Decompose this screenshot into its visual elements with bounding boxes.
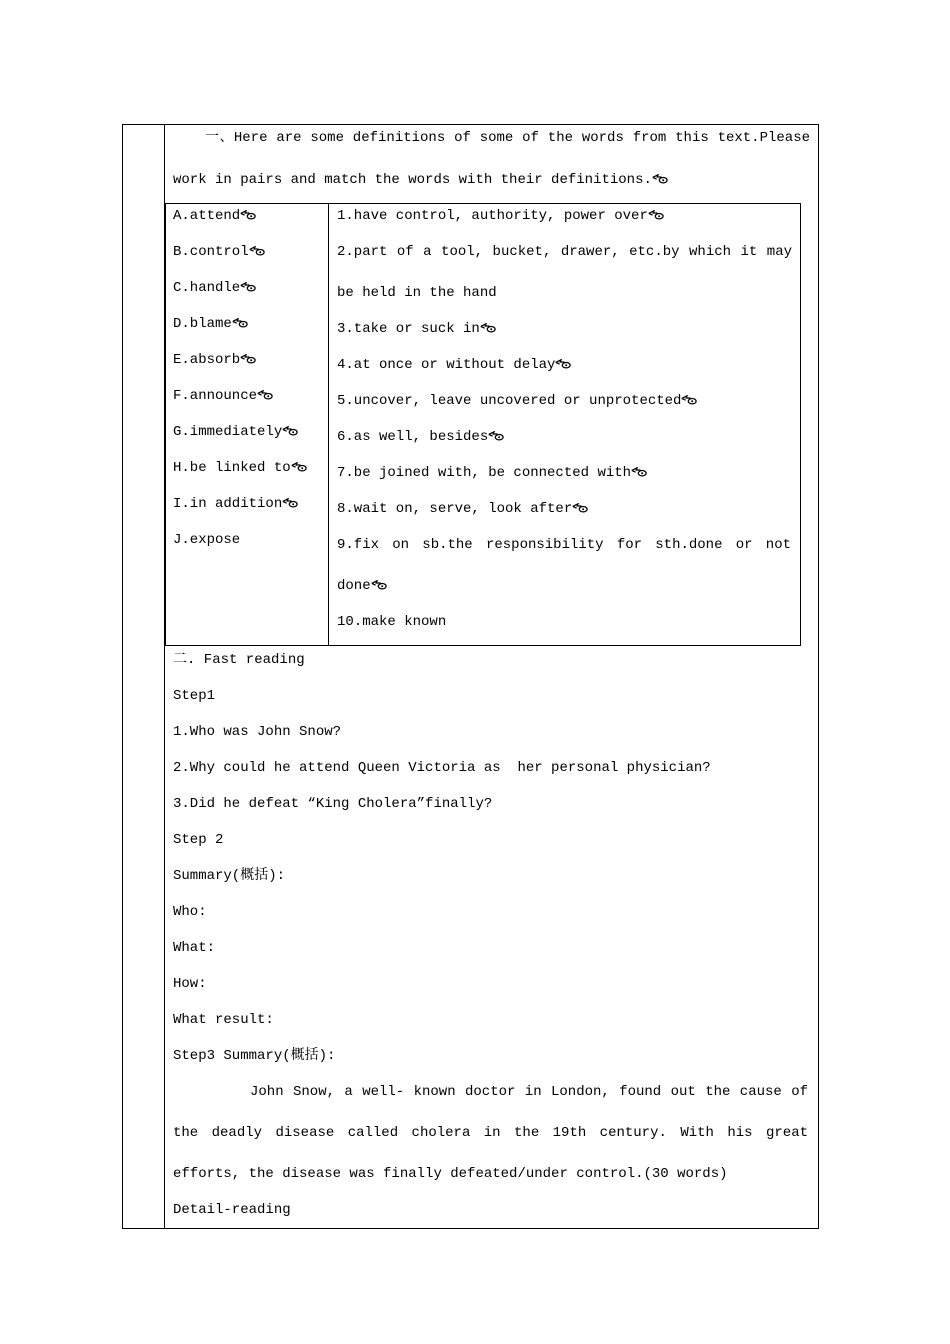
word-text: G.immediately bbox=[173, 424, 283, 440]
step-label: Step3 Summary(概括): bbox=[173, 1048, 336, 1064]
word-item bbox=[173, 314, 248, 334]
word-item bbox=[173, 386, 273, 406]
definition-text: 3.take or suck in bbox=[337, 321, 480, 337]
summary-prompt: What: bbox=[173, 940, 216, 956]
summary-prompt: What result: bbox=[173, 1012, 274, 1028]
return-mark-icon bbox=[648, 210, 664, 220]
word-item bbox=[173, 242, 265, 262]
instructions-line-2 bbox=[173, 170, 668, 190]
definition-text: 8.wait on, serve, look after bbox=[337, 501, 573, 517]
return-mark-icon bbox=[240, 210, 256, 220]
summary-label: Summary(概括): bbox=[173, 868, 286, 884]
word-item bbox=[173, 278, 256, 298]
return-mark-icon bbox=[240, 354, 256, 364]
word-text: E.absorb bbox=[173, 352, 241, 368]
instructions-line-1: 一、Here are some definitions of some of the words from this text.Please bbox=[205, 130, 810, 146]
instructions-text: work in pairs and match the words with their definitions. bbox=[173, 172, 652, 188]
word-text: I.in addition bbox=[173, 496, 283, 512]
word-item bbox=[173, 458, 307, 478]
word-item bbox=[173, 494, 298, 514]
step-label: Step 2 bbox=[173, 832, 224, 848]
section-heading-fast-reading: 二. Fast reading bbox=[173, 652, 305, 668]
definition-item: 10.make known bbox=[337, 614, 447, 630]
return-mark-icon bbox=[291, 462, 307, 472]
word-text: A.attend bbox=[173, 208, 241, 224]
definition-text: done bbox=[337, 578, 371, 594]
summary-prompt: Who: bbox=[173, 904, 207, 920]
return-mark-icon bbox=[240, 282, 256, 292]
definition-item bbox=[337, 499, 588, 519]
return-mark-icon bbox=[257, 390, 273, 400]
step-label: Step1 bbox=[173, 688, 216, 704]
definition-item: 9.fix on sb.the responsibility for sth.done or not bbox=[337, 537, 791, 553]
word-item bbox=[173, 350, 256, 370]
return-mark-icon bbox=[371, 580, 387, 590]
section-heading-detail-reading: Detail-reading bbox=[173, 1202, 291, 1218]
question-item: 1.Who was John Snow? bbox=[173, 724, 342, 740]
question-item: 2.Why could he attend Queen Victoria as her personal physician? bbox=[173, 760, 711, 776]
definition-text: 6.as well, besides bbox=[337, 429, 489, 445]
word-text: B.control bbox=[173, 244, 249, 260]
return-mark-icon bbox=[631, 467, 647, 477]
summary-text-line: the deadly disease called cholera in the 19th century. With his great bbox=[173, 1125, 808, 1141]
definition-text: 5.uncover, leave uncovered or unprotected bbox=[337, 393, 682, 409]
summary-text-line: efforts, the disease was finally defeated/under control.(30 words) bbox=[173, 1166, 728, 1182]
word-text: H.be linked to bbox=[173, 460, 291, 476]
return-mark-icon bbox=[249, 246, 265, 256]
definition-item: 2.part of a tool, bucket, drawer, etc.by which it may bbox=[337, 244, 792, 260]
return-mark-icon bbox=[572, 503, 588, 513]
return-mark-icon bbox=[555, 359, 571, 369]
definition-text: 7.be joined with, be connected with bbox=[337, 465, 632, 481]
word-text: D.blame bbox=[173, 316, 232, 332]
definition-item-continued: be held in the hand bbox=[337, 285, 497, 301]
definition-item bbox=[337, 391, 697, 411]
matching-table-divider bbox=[328, 203, 329, 646]
return-mark-icon bbox=[488, 431, 504, 441]
return-mark-icon bbox=[232, 318, 248, 328]
definition-text: 4.at once or without delay bbox=[337, 357, 556, 373]
return-mark-icon bbox=[652, 174, 668, 184]
definition-item bbox=[337, 206, 664, 226]
definition-item-continued bbox=[337, 576, 387, 596]
return-mark-icon bbox=[480, 323, 496, 333]
definition-item bbox=[337, 463, 647, 483]
word-text: F.announce bbox=[173, 388, 258, 404]
word-item bbox=[173, 422, 298, 442]
word-item: J.expose bbox=[173, 532, 241, 548]
definition-text: 1.have control, authority, power over bbox=[337, 208, 648, 224]
definition-item bbox=[337, 427, 504, 447]
word-item bbox=[173, 206, 256, 226]
return-mark-icon bbox=[681, 395, 697, 405]
summary-prompt: How: bbox=[173, 976, 207, 992]
return-mark-icon bbox=[282, 426, 298, 436]
definition-item bbox=[337, 319, 496, 339]
summary-text-line: John Snow, a well- known doctor in London, found out the cause of bbox=[250, 1084, 808, 1100]
return-mark-icon bbox=[282, 498, 298, 508]
word-text: C.handle bbox=[173, 280, 241, 296]
definition-item bbox=[337, 355, 571, 375]
question-item: 3.Did he defeat “King Cholera”finally? bbox=[173, 796, 493, 812]
